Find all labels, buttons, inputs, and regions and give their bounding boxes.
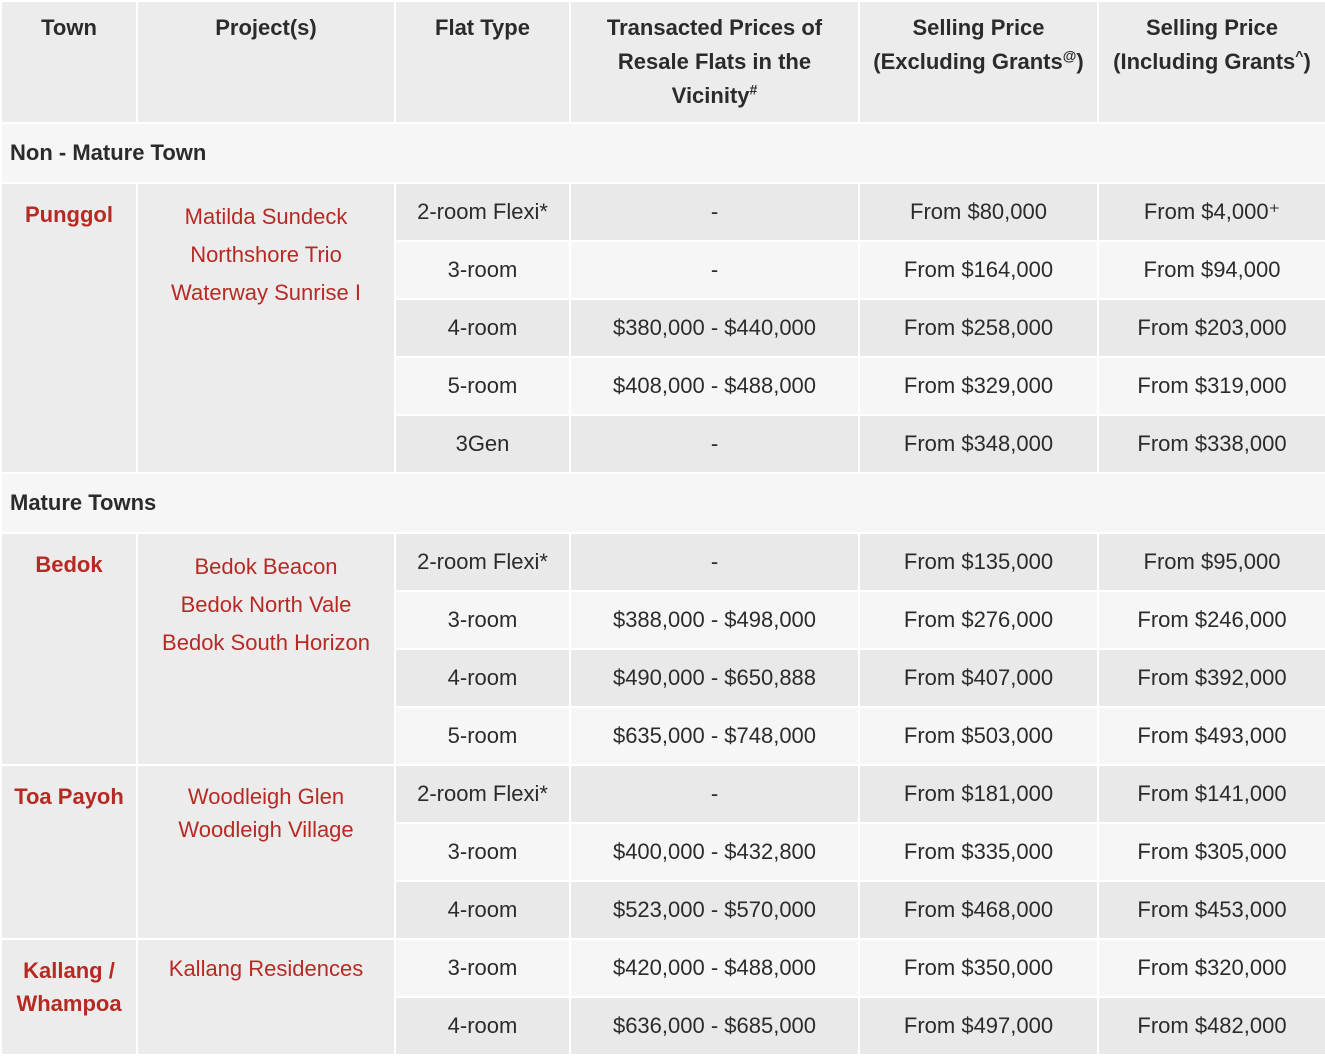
header-town: Town [1,1,137,123]
header-selling-incl-label: Selling Price (Including Grants [1113,15,1296,74]
project-name: Bedok Beacon [194,554,338,579]
price-incl: From $141,000 [1098,765,1325,823]
hash-footnote-mark: # [749,81,758,98]
project-name: Waterway Sunrise I [171,280,361,305]
resale-price: $400,000 - $432,800 [570,823,859,881]
price-incl: From $319,000 [1098,357,1325,415]
section-row-mature [1,473,1325,533]
header-transacted-prices [570,1,859,123]
price-excl: From $503,000 [859,707,1098,765]
price-excl: From $468,000 [859,881,1098,939]
price-excl: From $348,000 [859,415,1098,473]
price-incl: From $482,000 [1098,997,1325,1055]
price-excl: From $80,000 [859,183,1098,241]
resale-price: $420,000 - $488,000 [570,939,859,997]
resale-price: $636,000 - $685,000 [570,997,859,1055]
resale-price: $635,000 - $748,000 [570,707,859,765]
header-projects: Project(s) [137,1,395,123]
resale-price: $380,000 - $440,000 [570,299,859,357]
flat-type: 4-room [395,997,570,1055]
price-excl: From $164,000 [859,241,1098,299]
section-row-non-mature [1,123,1325,183]
price-incl: From $95,000 [1098,533,1325,591]
project-name: Woodleigh Glen [187,784,345,809]
header-selling-incl: Selling Price (Including Grants^) [1098,1,1325,123]
town-toa-payoh: Toa Payoh [1,765,137,939]
projects-toa-payoh [137,765,395,939]
header-selling-excl-label: Selling Price (Excluding Grants [873,15,1063,74]
price-incl: From $320,000 [1098,939,1325,997]
resale-price: - [570,765,859,823]
town-name-line: Whampoa [16,991,122,1016]
flat-type: 3-room [395,241,570,299]
flat-type: 3Gen [395,415,570,473]
flat-type: 2-room Flexi* [395,183,570,241]
flat-type: 4-room [395,299,570,357]
section-label: Mature Towns [1,473,1325,533]
price-incl: From $305,000 [1098,823,1325,881]
price-incl: From $493,000 [1098,707,1325,765]
flat-type: 3-room [395,823,570,881]
price-excl: From $181,000 [859,765,1098,823]
caret-footnote-mark: ^ [1295,47,1304,64]
price-excl: From $335,000 [859,823,1098,881]
flat-type: 3-room [395,591,570,649]
header-flat-type: Flat Type [395,1,570,123]
flat-type: 2-room Flexi* [395,765,570,823]
price-incl: From $453,000 [1098,881,1325,939]
projects-punggol [137,183,395,473]
price-incl: From $4,000⁺ [1098,183,1325,241]
resale-price: - [570,183,859,241]
projects-kallang-whampoa [137,939,395,1055]
price-excl: From $350,000 [859,939,1098,997]
price-incl: From $203,000 [1098,299,1325,357]
price-incl: From $338,000 [1098,415,1325,473]
town-name-line: Kallang / [23,958,115,983]
project-name: Matilda Sundeck [184,204,348,229]
project-name: Bedok South Horizon [162,630,370,655]
price-excl: From $407,000 [859,649,1098,707]
resale-price: $490,000 - $650,888 [570,649,859,707]
project-name: Kallang Residences [168,956,364,981]
projects-bedok [137,533,395,765]
flat-type: 3-room [395,939,570,997]
header-selling-excl: Selling Price (Excluding Grants@) [859,1,1098,123]
flat-type: 4-room [395,881,570,939]
resale-price: - [570,241,859,299]
header-row [1,1,1325,123]
flat-type: 5-room [395,357,570,415]
flat-type: 4-room [395,649,570,707]
town-bedok: Bedok [1,533,137,765]
section-label: Non - Mature Town [1,123,1325,183]
header-transacted-label: Transacted Prices of Resale Flats in the Vicinity [606,15,823,108]
price-excl: From $135,000 [859,533,1098,591]
resale-price: $388,000 - $498,000 [570,591,859,649]
town-punggol: Punggol [1,183,137,473]
flat-type: 2-room Flexi* [395,533,570,591]
table-row [1,533,1325,591]
town-kallang-whampoa [1,939,137,1055]
price-incl: From $94,000 [1098,241,1325,299]
price-incl: From $392,000 [1098,649,1325,707]
project-name: Woodleigh Village [178,817,354,842]
project-name: Northshore Trio [190,242,342,267]
resale-price: - [570,415,859,473]
resale-price: - [570,533,859,591]
resale-price: $523,000 - $570,000 [570,881,859,939]
price-excl: From $497,000 [859,997,1098,1055]
project-name: Bedok North Vale [180,592,352,617]
resale-price: $408,000 - $488,000 [570,357,859,415]
table-row [1,183,1325,241]
at-footnote-mark: @ [1062,47,1077,64]
price-excl: From $329,000 [859,357,1098,415]
flat-type: 5-room [395,707,570,765]
price-excl: From $276,000 [859,591,1098,649]
price-excl: From $258,000 [859,299,1098,357]
price-incl: From $246,000 [1098,591,1325,649]
table-row [1,765,1325,823]
table-row [1,939,1325,997]
